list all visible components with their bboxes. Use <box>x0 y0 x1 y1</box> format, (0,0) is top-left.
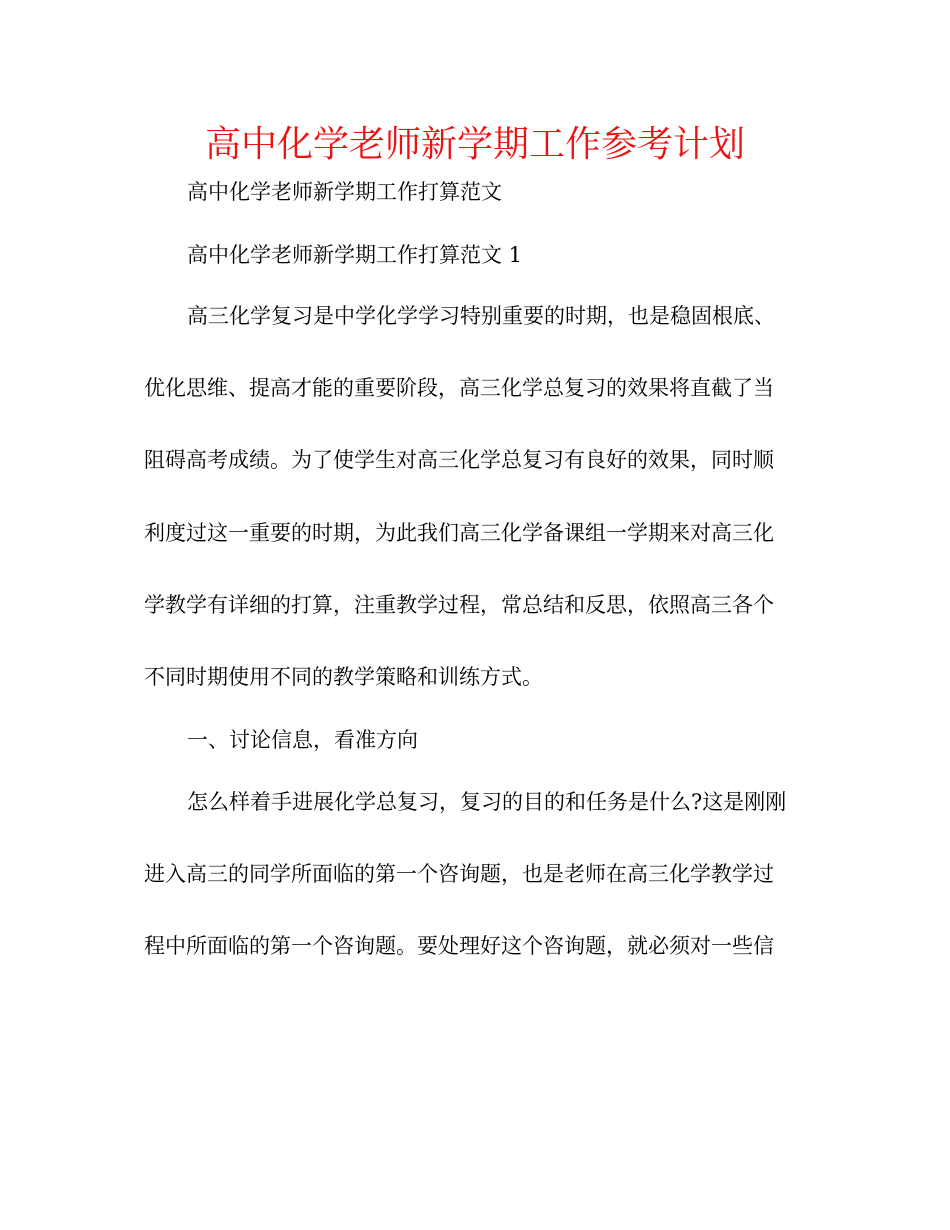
paragraph-1-line: 学教学有详细的打算，注重教学过程，常总结和反思，依照高三各个 <box>144 593 774 617</box>
document-subtitle: 高中化学老师新学期工作打算范文 <box>187 180 502 204</box>
paragraph-1-line: 不同时期使用不同的教学策略和训练方式。 <box>144 665 543 689</box>
document-title: 高中化学老师新学期工作参考计划 <box>204 124 745 165</box>
paragraph-2-line: 进入高三的同学所面临的第一个咨询题，也是老师在高三化学教学过 <box>144 862 774 886</box>
paragraph-2-line: 程中所面临的第一个咨询题。要处理好这个咨询题，就必须对一些信 <box>144 934 774 958</box>
paragraph-2-line: 怎么样着手进展化学总复习，复习的目的和任务是什么?这是刚刚 <box>187 790 787 814</box>
numbered-heading: 一、讨论信息，看准方向 <box>187 728 418 752</box>
paragraph-1-line: 优化思维、提高才能的重要阶段，高三化学总复习的效果将直截了当 <box>144 376 774 400</box>
paragraph-1-line: 利度过这一重要的时期，为此我们高三化学备课组一学期来对高三化 <box>144 521 774 545</box>
paragraph-1-line: 高三化学复习是中学化学学习特别重要的时期，也是稳固根底、 <box>187 304 775 328</box>
paragraph-1-line: 阻碍高考成绩。为了使学生对高三化学总复习有良好的效果，同时顺 <box>144 448 774 472</box>
section-heading: 高中化学老师新学期工作打算范文 1 <box>187 243 523 267</box>
